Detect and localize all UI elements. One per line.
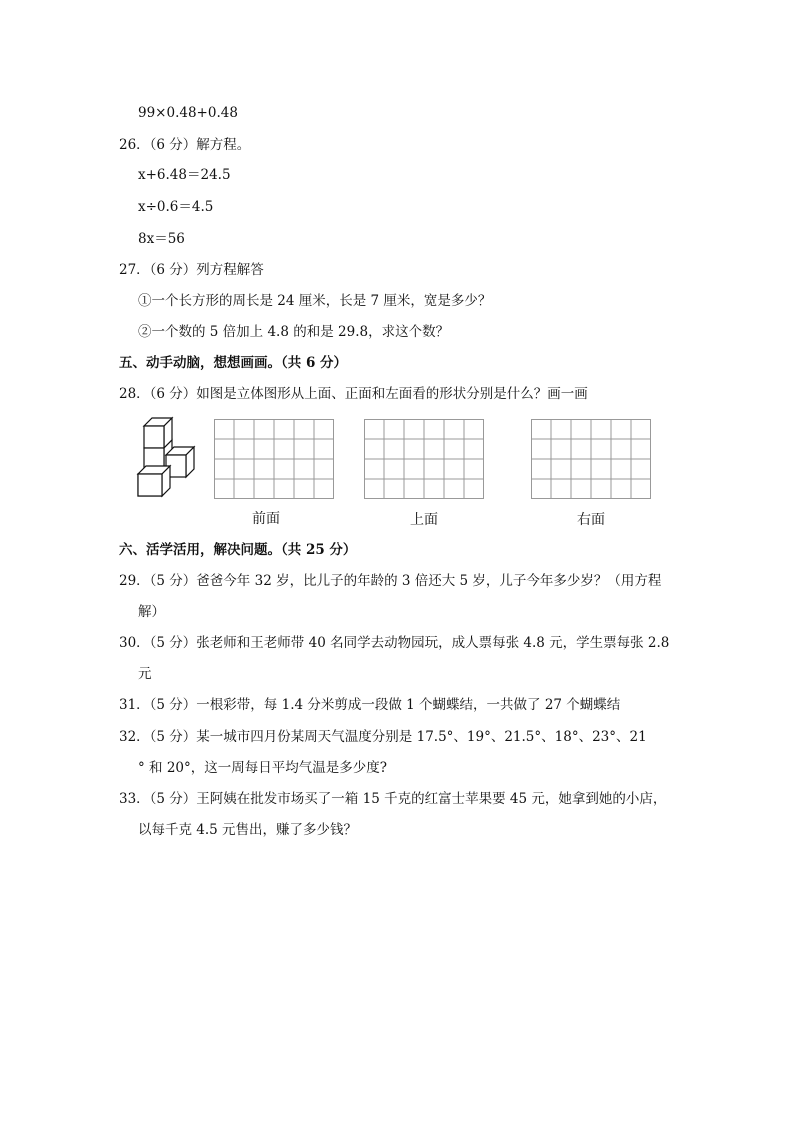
q30-line-2: 元	[138, 666, 152, 682]
q26-equation-3: 8x＝56	[138, 231, 185, 247]
section-6-heading: 六、活学活用，解决问题。（共 25 分）	[119, 542, 357, 558]
q25-expression: 99×0.48+0.48	[138, 105, 238, 121]
q32-line-2: ° 和 20°，这一周每日平均气温是多少度?	[138, 760, 387, 776]
grid-top[interactable]	[364, 419, 484, 499]
q33-line-2: 以每千克 4.5 元售出，赚了多少钱？	[138, 822, 358, 838]
q31-line: 31．（5 分）一根彩带，每 1.4 分米剪成一段做 1 个蝴蝶结，一共做了 27 个蝴蝶结	[119, 697, 621, 713]
section-5-heading: 五、动手动脑，想想画画。（共 6 分）	[119, 355, 348, 371]
q26-title: 26．（6 分）解方程。	[119, 137, 251, 153]
caption-top: 上面	[410, 512, 438, 528]
q33-line-1: 33．（5 分）王阿姨在批发市场买了一箱 15 千克的红富士苹果要 45 元，她拿到她的小店，	[119, 791, 667, 807]
caption-front: 前面	[252, 511, 280, 527]
q29-line-2: 解）	[138, 604, 165, 620]
grid-right[interactable]	[531, 419, 651, 499]
q27-item-2: ②一个数的 5 倍加上 4.8 的和是 29.8，求这个数？	[138, 324, 450, 340]
q29-line-1: 29．（5 分）爸爸今年 32 岁，比儿子的年龄的 3 倍还大 5 岁，儿子今年多少岁？（用方程	[119, 573, 662, 589]
q30-line-1: 30．（5 分）张老师和王老师带 40 名同学去动物园玩，成人票每张 4.8 元，学生票每张 2.8	[119, 635, 670, 651]
q27-title: 27．（6 分）列方程解答	[119, 262, 264, 278]
q26-equation-2: x÷0.6＝4.5	[138, 199, 214, 215]
grid-front[interactable]	[214, 419, 334, 499]
caption-right: 右面	[577, 512, 605, 528]
q32-line-1: 32．（5 分）某一城市四月份某周天气温度分别是 17.5°、19°、21.5°、18°、23°、21	[119, 729, 647, 745]
q26-equation-1: x+6.48＝24.5	[138, 167, 231, 183]
q28-title: 28．（6 分）如图是立体图形从上面、正面和左面看的形状分别是什么？画一画	[119, 386, 588, 402]
q27-item-1: ①一个长方形的周长是 24 厘米，长是 7 厘米，宽是多少？	[138, 293, 492, 309]
cube-figure	[134, 414, 200, 500]
